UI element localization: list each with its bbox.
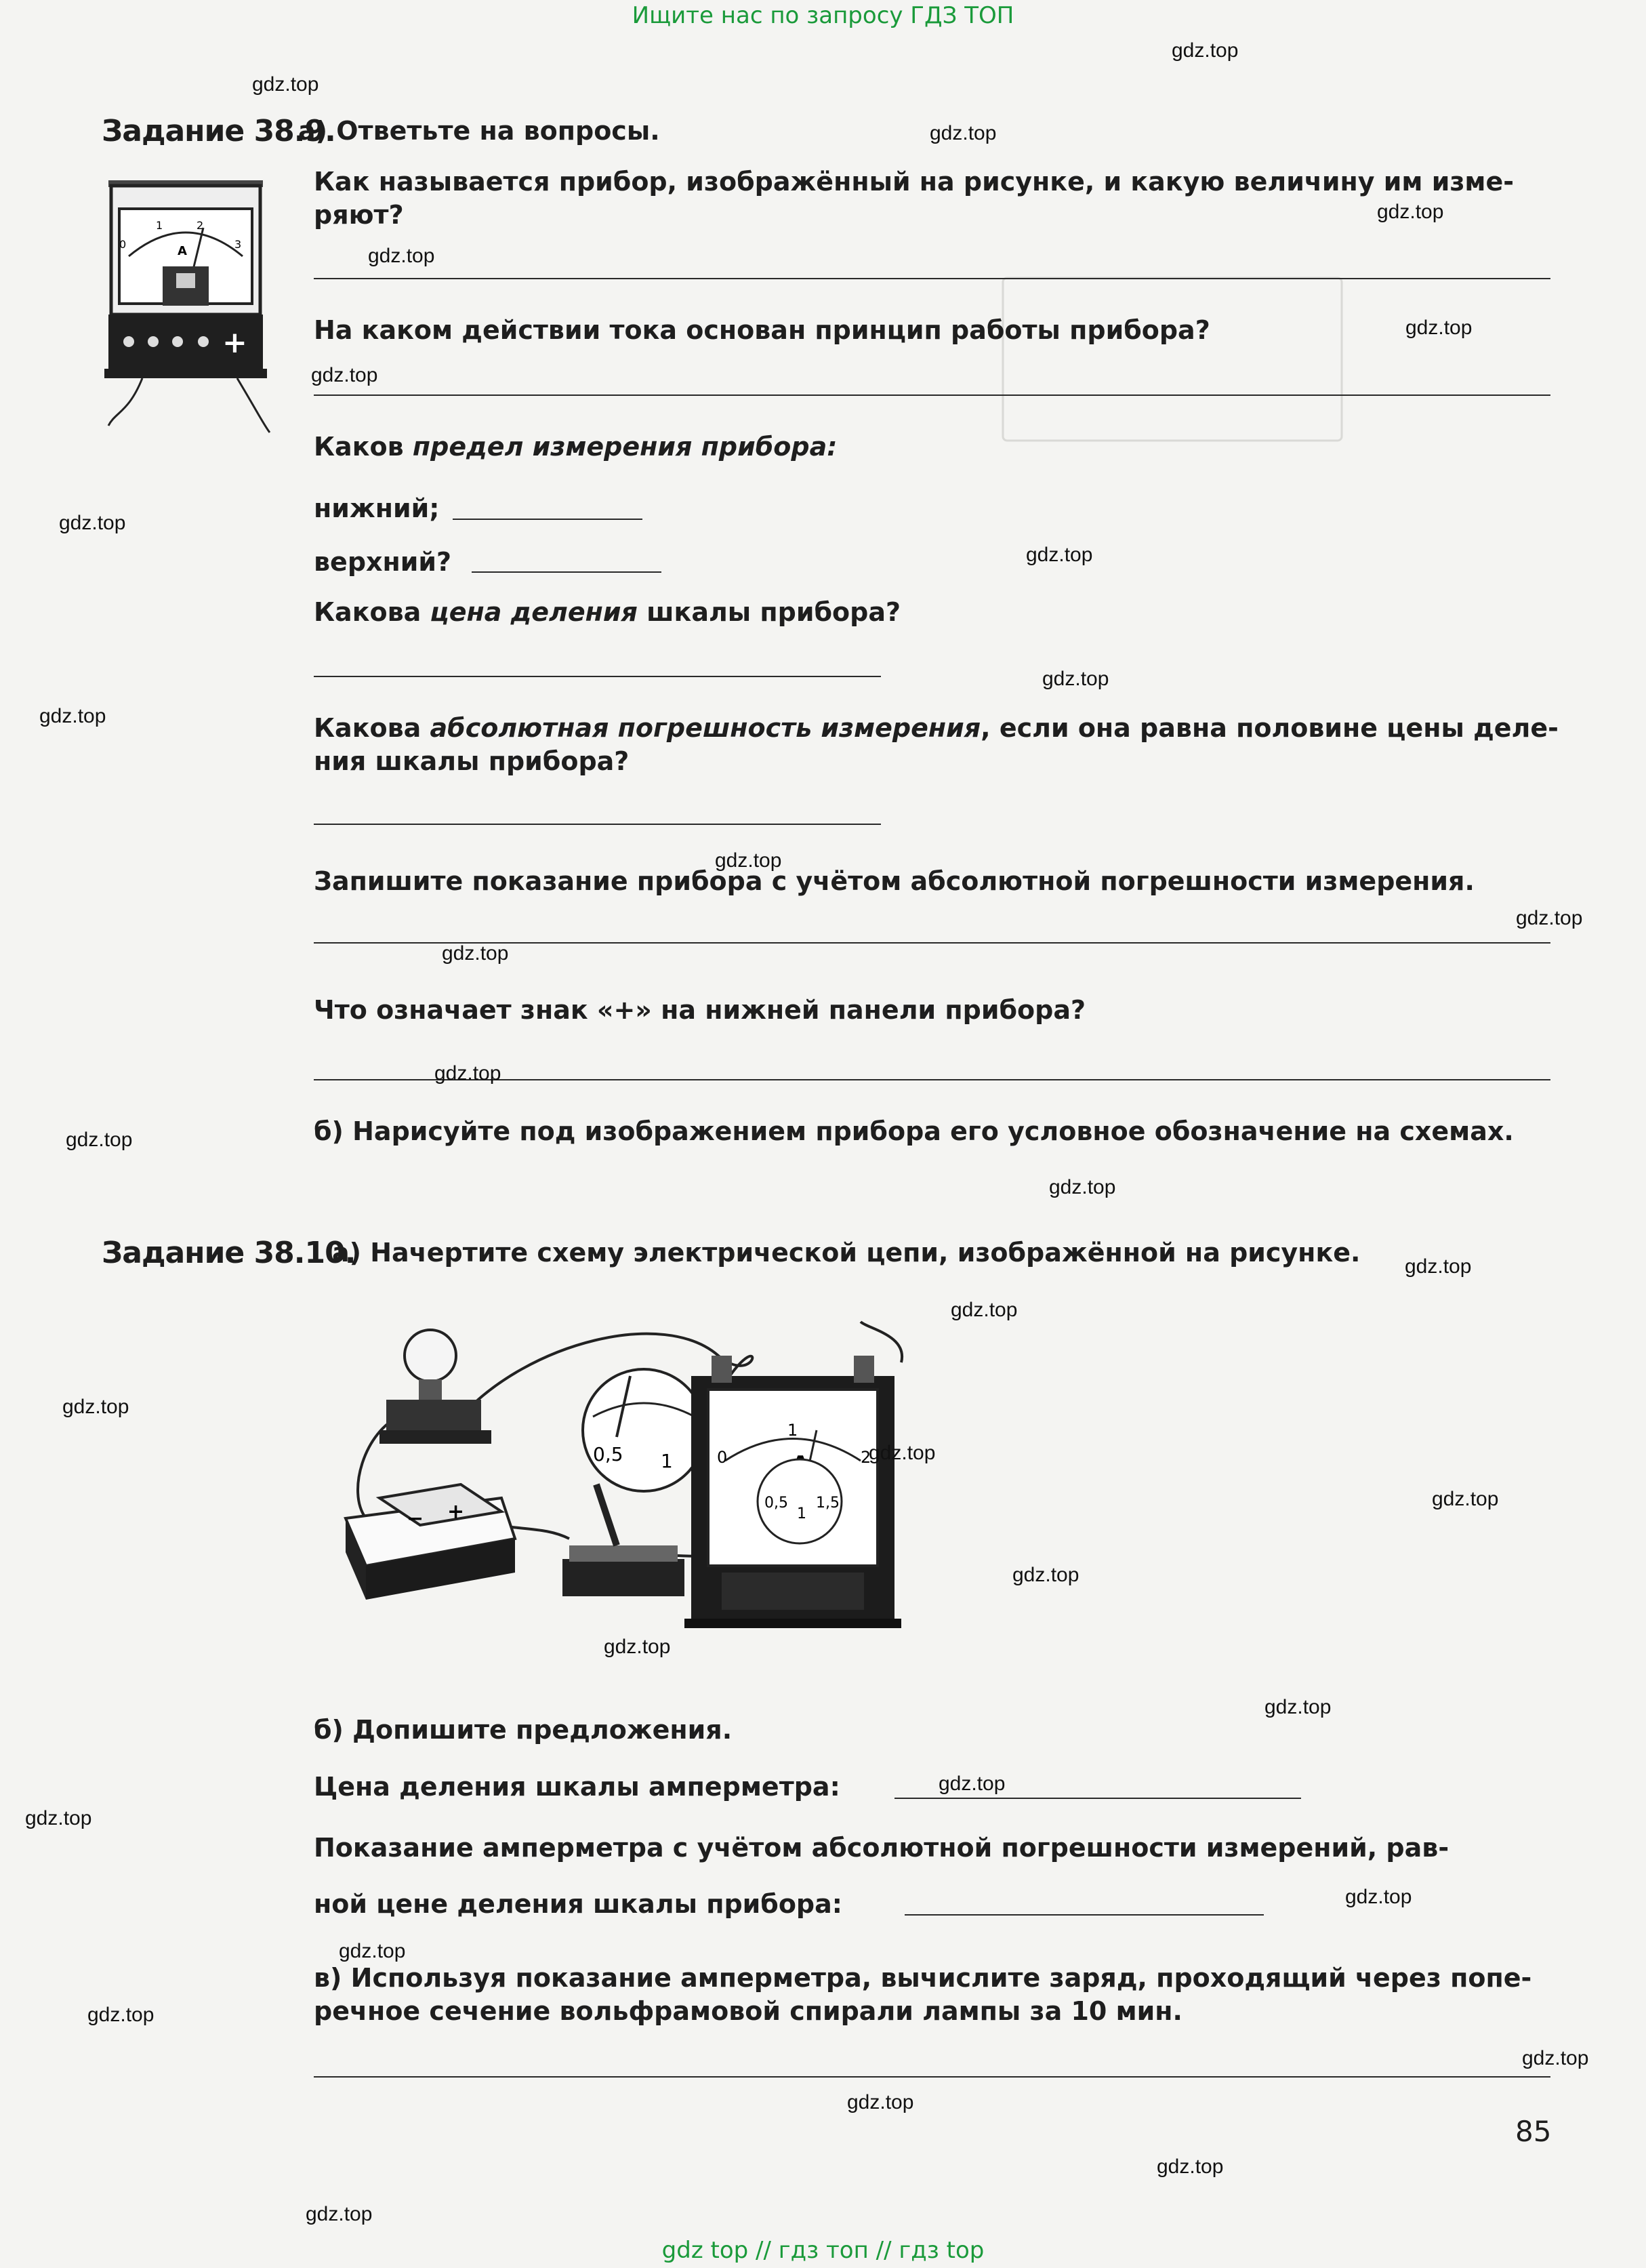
watermark: gdz.top xyxy=(368,245,435,267)
meter1-tick-0: 0 xyxy=(119,238,127,251)
watermark: gdz.top xyxy=(59,512,126,534)
watermark: gdz.top xyxy=(66,1129,133,1151)
q1-line1: Как называется прибор, изображённый на рисунке, и какую величину им изме- xyxy=(314,167,1515,197)
c-line2: речное сечение вольфрамовой спирали лампы за 10 мин. xyxy=(314,1996,1182,2026)
watermark: gdz.top xyxy=(1026,544,1093,566)
q6-text: Запишите показание прибора с учётом абсолютной погрешности измерения. xyxy=(314,866,1475,896)
svg-text:+: + xyxy=(222,325,247,360)
b2-line2: ной цене деления шкалы прибора: xyxy=(314,1889,842,1919)
watermark: gdz.top xyxy=(939,1773,1006,1795)
q5-line2: ния шкалы прибора? xyxy=(314,746,630,776)
meter2-tick-2: 2 xyxy=(861,1448,871,1467)
answer-line-c[interactable] xyxy=(314,2076,1550,2078)
watermark: gdz.top xyxy=(1345,1886,1412,1908)
q4-text: Какова цена деления шкалы прибора? xyxy=(314,597,901,627)
watermark: gdz.top xyxy=(39,705,106,727)
task-38-9-b: б) Нарисуйте под изображением прибора его условное обозначение на схемах. xyxy=(314,1116,1514,1146)
watermark: gdz.top xyxy=(434,1062,501,1085)
watermark: gdz.top xyxy=(1377,201,1444,223)
watermark: gdz.top xyxy=(1012,1564,1079,1586)
lower-limit-label: нижний; xyxy=(314,493,440,523)
answer-line-upper[interactable] xyxy=(472,571,661,573)
watermark: gdz.top xyxy=(1432,1488,1499,1510)
watermark: gdz.top xyxy=(442,942,509,965)
task-38-10-title: Задание 38.10. xyxy=(102,1236,356,1270)
watermark: gdz.top xyxy=(604,1636,671,1658)
svg-text:−: − xyxy=(407,1507,424,1531)
task-38-10-a: а) Начертите схему электрической цепи, изображённой на рисунке. xyxy=(332,1238,1361,1268)
bleed-through xyxy=(976,108,1586,1064)
q3-text: Каков предел измерения прибора: xyxy=(314,432,838,462)
watermark: gdz.top xyxy=(847,2091,914,2113)
circuit-figure xyxy=(325,1315,1220,1674)
answer-line-q1[interactable] xyxy=(314,278,1550,279)
q2-text: На каком действии тока основан принцип работы прибора? xyxy=(314,315,1210,345)
meter2-tick-0: 0 xyxy=(717,1448,728,1467)
c-line1: в) Используя показание амперметра, вычислите заряд, проходящий через попе- xyxy=(314,1963,1532,1993)
watermark: gdz.top xyxy=(87,2004,155,2026)
q7-text: Что означает знак «+» на нижней панели прибора? xyxy=(314,995,1086,1025)
watermark: gdz.top xyxy=(1049,1176,1116,1198)
zoom2-label-1: 1 xyxy=(797,1505,806,1522)
zoom2-label-0: 0,5 xyxy=(764,1495,788,1512)
answer-line-b1[interactable] xyxy=(894,1798,1301,1799)
watermark: gdz.top xyxy=(62,1396,129,1418)
watermark: gdz.top xyxy=(869,1442,936,1464)
answer-line-q2[interactable] xyxy=(314,394,1550,396)
b1-text: Цена деления шкалы амперметра: xyxy=(314,1772,840,1802)
search-banner[interactable]: Ищите нас по запросу ГДЗ ТОП xyxy=(632,2,1014,29)
footer-links[interactable]: gdz top // гдз топ // гдз top xyxy=(661,2237,985,2264)
watermark: gdz.top xyxy=(1522,2047,1589,2069)
task-38-9-intro: а) Ответьте на вопросы. xyxy=(298,116,660,146)
watermark: gdz.top xyxy=(1157,2155,1224,2178)
watermark: gdz.top xyxy=(1172,39,1239,62)
meter2-tick-1: 1 xyxy=(787,1421,798,1440)
ammeter-device-figure xyxy=(102,168,271,439)
answer-line-q5[interactable] xyxy=(314,824,881,825)
watermark: gdz.top xyxy=(715,849,782,872)
watermark: gdz.top xyxy=(25,1807,92,1829)
answer-line-q4[interactable] xyxy=(314,676,881,677)
b2-line1: Показание амперметра с учётом абсолютной погрешности измерений, рав- xyxy=(314,1833,1449,1863)
bleed-through-lines xyxy=(976,108,1586,1057)
task-38-9-title: Задание 38.9. xyxy=(102,114,335,148)
watermark: gdz.top xyxy=(1405,317,1473,339)
svg-text:+: + xyxy=(447,1500,465,1524)
watermark: gdz.top xyxy=(252,73,319,96)
upper-limit-label: верхний? xyxy=(314,547,452,577)
task-38-10-b: б) Допишите предложения. xyxy=(314,1715,733,1745)
zoom1-label-1: 1 xyxy=(661,1450,673,1472)
meter1-tick-1: 1 xyxy=(156,219,163,232)
watermark: gdz.top xyxy=(930,122,997,144)
watermark: gdz.top xyxy=(1405,1255,1472,1278)
q5-line1: Какова абсолютная погрешность измерения, если она равна половине цены деле- xyxy=(314,713,1559,743)
watermark: gdz.top xyxy=(311,364,378,386)
watermark: gdz.top xyxy=(1264,1696,1332,1718)
watermark: gdz.top xyxy=(951,1299,1018,1321)
watermark: gdz.top xyxy=(1042,668,1109,690)
zoom1-label-0: 0,5 xyxy=(593,1443,623,1465)
watermark: gdz.top xyxy=(1516,907,1583,929)
zoom2-label-2: 1,5 xyxy=(816,1495,840,1512)
q1-line2: ряют? xyxy=(314,200,404,230)
watermark: gdz.top xyxy=(339,1940,406,1962)
page-number: 85 xyxy=(1515,2115,1552,2148)
watermark: gdz.top xyxy=(306,2203,373,2225)
meter1-unit: A xyxy=(178,244,187,258)
meter1-tick-3: 3 xyxy=(234,238,242,251)
answer-line-b2[interactable] xyxy=(905,1914,1264,1916)
meter1-tick-2: 2 xyxy=(197,219,204,232)
answer-line-lower[interactable] xyxy=(453,519,642,520)
